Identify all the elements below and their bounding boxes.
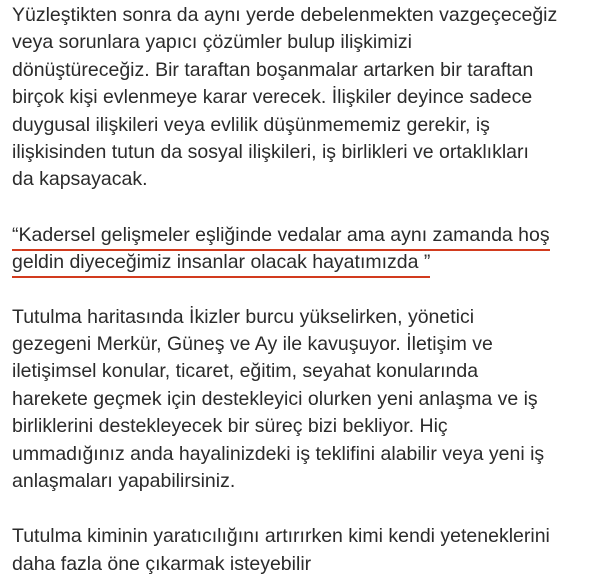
text-line: gezegeni Merkür, Güneş ve Ay ile kavuşuyor. İletişim ve: [12, 333, 493, 356]
text-line: dönüştüreceğiz. Bir taraftan boşanmalar artarken bir taraftan: [12, 58, 534, 81]
paragraph-1: [12, 2, 597, 194]
paragraph-2: [12, 304, 597, 496]
paragraph-spacer: [12, 277, 597, 304]
text-line: iletişimsel konular, ticaret, eğitim, seyahat konularında: [12, 360, 479, 383]
text-line: da kapsayacak.: [12, 168, 148, 191]
text-line: daha fazla öne çıkarmak isteyebilir: [12, 552, 312, 575]
text-line: harekete geçmek için destekleyici olurken yeni anlaşma ve iş: [12, 387, 538, 410]
text-line: ummadığınız anda hayalinizdeki iş teklifini alabilir veya yeni iş: [12, 442, 545, 465]
text-line: ilişkisinden tutun da sosyal ilişkileri, iş birlikleri ve ortaklıkları: [12, 141, 529, 164]
text-line: birçok kişi evlenmeye karar verecek. İlişkiler deyince sadece: [12, 86, 533, 109]
quote-line: geldin diyeceğimiz insanlar olacak hayatımızda ”: [12, 249, 430, 278]
text-line: anlaşmaları yapabilirsiniz.: [12, 470, 236, 493]
paragraph-3: [12, 523, 597, 578]
text-line: veya sorunlara yapıcı çözümler bulup ilişkimizi: [12, 31, 412, 54]
quote-line: “Kadersel gelişmeler eşliğinde vedalar ama aynı zamanda hoş: [12, 222, 550, 251]
paragraph-spacer: [12, 194, 597, 222]
text-line: Tutulma haritasında İkizler burcu yükselirken, yönetici: [12, 305, 475, 328]
paragraph-spacer: [12, 495, 597, 523]
text-line: Yüzleştikten sonra da aynı yerde debelenmekten vazgeçeceğiz: [12, 4, 558, 26]
text-line: Tutulma kiminin yaratıcılığını artırırken kimi kendi yeteneklerini: [12, 525, 550, 548]
article-body: [12, 2, 597, 578]
text-line: birliklerini destekleyecek bir süreç bizi bekliyor. Hiç: [12, 415, 448, 438]
pull-quote: [12, 222, 597, 277]
text-line: duygusal ilişkileri veya evlilik düşünmememiz gerekir, iş: [12, 113, 490, 136]
